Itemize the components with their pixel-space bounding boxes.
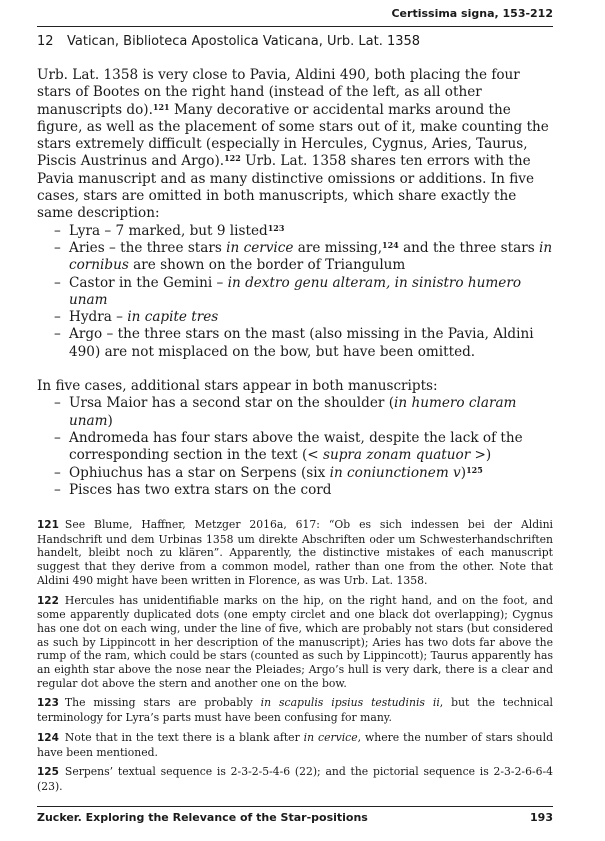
paragraph-text: Many decorative or accidental marks around the figure, as well as the placement of some stars out of it, make counting the stars extremely difficult (especially in Hercules, Cygnus, Aries, Taurus, Piscis Austrinus and Argo). xyxy=(37,101,549,170)
footnote-number: 125 xyxy=(37,766,59,779)
item-text: >) xyxy=(470,447,492,464)
footnote-text: The missing stars are probably xyxy=(64,696,261,710)
footnote xyxy=(37,731,553,759)
page-footer xyxy=(37,806,553,829)
item-text: are missing, xyxy=(293,239,383,256)
item-text: Aries – the three stars xyxy=(69,239,227,256)
item-text: ) xyxy=(460,464,467,481)
item-text: and the three stars xyxy=(398,239,540,256)
item-text: Castor in the Gemini – xyxy=(69,274,228,291)
footer-title: Zucker. Exploring the Relevance of the Star-positions xyxy=(37,811,368,824)
item-text: Argo – the three stars on the mast (also missing in the Pavia, Aldini 490) are not misplaced on the bow, but have been omitted. xyxy=(69,326,534,360)
item-text: Lyra – 7 marked, but 9 listed xyxy=(69,222,268,239)
item-italic: in capite tres xyxy=(127,309,219,326)
list-item: – Pisces has two extra stars on the cord xyxy=(54,481,332,498)
item-text: Ursa Maior has a second star on the shoulder ( xyxy=(69,395,395,412)
footnote-italic: in scapulis ipsius testudinis ii xyxy=(260,696,440,710)
running-head: Certissima signa, 153-212 xyxy=(37,4,553,27)
added-stars-list xyxy=(37,395,553,499)
footnote xyxy=(37,594,553,691)
item-text: ) xyxy=(107,412,113,429)
item-text: are shown on the border of Triangulum xyxy=(128,257,406,274)
footnote-number: 124 xyxy=(37,731,59,744)
footnote-ref[interactable]: 124 xyxy=(382,239,399,250)
section-heading xyxy=(37,33,557,51)
footnote-text: Note that in the text there is a blank after xyxy=(64,730,304,744)
footnote-number: 122 xyxy=(37,594,59,607)
footnote-ref[interactable]: 125 xyxy=(466,464,483,475)
item-italic: in cornibus xyxy=(69,239,553,274)
paragraph-text: Urb. Lat. 1358 shares ten errors with the Pavia manuscript and as many distinctive omissions or additions. In five cases, stars are omitted in both manuscripts, which share exactly the same description: xyxy=(37,153,535,222)
section-title: Vatican, Biblioteca Apostolica Vaticana, Urb. Lat. 1358 xyxy=(67,34,421,49)
item-italic: supra zonam quatuor xyxy=(322,447,471,464)
item-text: Pisces has two extra stars on the cord xyxy=(69,481,332,498)
item-italic: in dextro genu alteram, in sinistro humero unam xyxy=(69,274,522,308)
list-item: – Argo – the three stars on the mast (also missing in the Pavia, Aldini 490) are not misplaced on the bow, but have been omitted. xyxy=(54,326,534,360)
omitted-stars-list xyxy=(37,223,553,361)
footnote-text: Hercules has unidentifiable marks on the hip, on the right hand, and on the foot, and some apparently duplicated dots (one empty circlet and one black dot overlapping); Cygnus has one dot on each wing, under the line of five, which are probably not stars (but considered as such by Lippincott in her description of the manuscript); Aries has two dots far above the rump of the ram, which could be stars (counted as such by Lippincott); Taurus apparently has an eighth star above the nose near the Pleiades; Argo’s hull is very dark, there is a clear and regular dot above the stern and another one on the bow. xyxy=(37,593,553,690)
list-item: – Aries – the three stars in cervice are missing,$^{124}$ and the three stars in cornibus are shown on the border of Triangulum xyxy=(54,239,553,274)
list-item: – Hydra – in capite tres xyxy=(54,309,219,326)
list-item: – Ursa Maior has a second star on the shoulder (in humero claram unam) xyxy=(54,395,517,429)
footnote-ref[interactable]: 121 xyxy=(152,101,170,112)
list-item: – Ophiuchus has a star on Serpens (six in coniunctionem v)$^{125}$ xyxy=(54,464,483,481)
paragraph-2: In five cases, additional stars appear in both manuscripts: xyxy=(37,378,438,395)
footnote-text: , where the number of stars should have been mentioned. xyxy=(37,730,553,759)
footnote-number: 123 xyxy=(37,697,59,710)
footnote-ref[interactable]: 123 xyxy=(267,222,285,233)
footnote-text: See Blume, Haffner, Metzger 2016a, 617: “Ob es sich indessen bei der Aldini Handschrift und dem Urbinas 1358 um direkte Abschriften oder um Schwesterhandschriften handelt, bleibt noch zu klären”. Apparently, the distinctive mistakes of each manuscript suggest that they derive from a common model, rather than one from the other. Note that Aldini 490 might have been written in Florence, as was Urb. Lat. 1358. xyxy=(37,518,553,587)
list-item: – Andromeda has four stars above the waist, despite the lack of the corresponding section in the text (< supra zonam quatuor >) xyxy=(54,429,523,464)
item-italic: in humero claram unam xyxy=(69,395,517,429)
footnote-italic: in cervice xyxy=(303,730,358,744)
footnote-number: 121 xyxy=(37,519,59,531)
item-italic: in coniunctionem v xyxy=(329,464,461,481)
item-italic: in cervice xyxy=(226,239,294,256)
footnote-text: Serpens’ textual sequence is 2-3-2-5-4-6 (22); and the pictorial sequence is 2-3-2-6-6-4 (23). xyxy=(37,765,553,793)
footnotes xyxy=(37,518,553,800)
main-text xyxy=(37,67,553,499)
footnote-ref[interactable]: 122 xyxy=(224,153,241,164)
paragraph-1 xyxy=(37,67,553,223)
item-text: Hydra – xyxy=(69,309,128,326)
item-text: Ophiuchus has a star on Serpens (six xyxy=(69,464,330,481)
footnote xyxy=(37,696,553,724)
page-number: 193 xyxy=(530,811,553,824)
item-text: Andromeda has four stars above the waist, despite the lack of the corresponding section in the text (< xyxy=(69,429,523,464)
section-number: 12 xyxy=(37,34,54,49)
list-item: – Castor in the Gemini – in dextro genu alteram, in sinistro humero unam xyxy=(54,274,522,308)
paragraph-text: Urb. Lat. 1358 is very close to Pavia, Aldini 490, both placing the four stars of Bootes on the right hand (instead of the left, as all other manuscripts do). xyxy=(37,67,520,118)
list-item: – Lyra – 7 marked, but 9 listed$^{123}$ xyxy=(54,222,285,239)
footnote xyxy=(37,518,553,588)
footnote xyxy=(37,765,553,793)
footnote-text: , but the technical terminology for Lyra’s parts must have been confusing for many. xyxy=(37,696,554,725)
